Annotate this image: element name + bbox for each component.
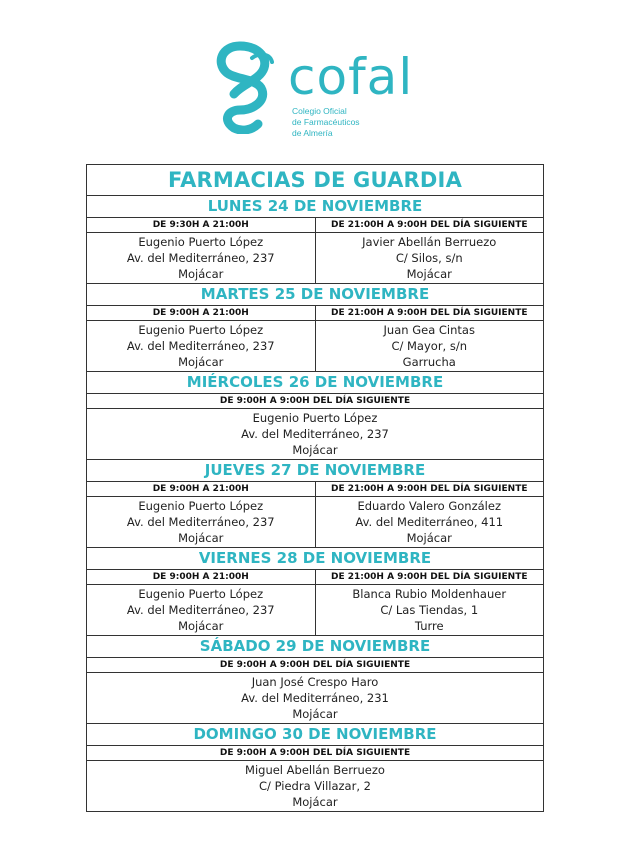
pharmacy-cell bbox=[87, 321, 315, 371]
pharmacy-address: Av. del Mediterráneo, 237 bbox=[241, 427, 389, 441]
pharmacy-row bbox=[87, 673, 543, 724]
pharmacy-name: Eduardo Valero González bbox=[357, 499, 501, 513]
pharmacy-name: Juan Gea Cintas bbox=[383, 323, 475, 337]
shift-header-row bbox=[87, 218, 543, 233]
pharmacy-cell bbox=[87, 673, 543, 723]
pharmacy-town: Mojácar bbox=[292, 707, 338, 721]
pharmacy-address: Av. del Mediterráneo, 231 bbox=[241, 691, 389, 705]
shift-label: DE 9:00H A 9:00H DEL DÍA SIGUIENTE bbox=[219, 660, 411, 670]
shift-label: DE 21:00H A 9:00H DEL DÍA SIGUIENTE bbox=[315, 570, 544, 584]
days-list bbox=[87, 196, 543, 811]
shift-header-row bbox=[87, 658, 543, 673]
pharmacy-row bbox=[87, 585, 543, 636]
pharmacy-town: Mojácar bbox=[292, 795, 338, 809]
shift-header-row bbox=[87, 746, 543, 761]
pharmacy-town: Garrucha bbox=[402, 355, 456, 369]
logo-subtitle-line3: de Almería bbox=[292, 128, 333, 138]
day-heading: JUEVES 27 DE NOVIEMBRE bbox=[87, 460, 543, 482]
shift-label: DE 9:00H A 21:00H bbox=[152, 572, 249, 582]
shift-header-row bbox=[87, 306, 543, 321]
day-heading: LUNES 24 DE NOVIEMBRE bbox=[87, 196, 543, 218]
shift-label: DE 9:00H A 21:00H bbox=[152, 308, 249, 318]
shift-label: DE 9:00H A 21:00H bbox=[152, 484, 249, 494]
pharmacy-address: Av. del Mediterráneo, 411 bbox=[355, 515, 504, 529]
pharmacy-address: Av. del Mediterráneo, 237 bbox=[126, 515, 275, 529]
pharmacy-address: C/ Mayor, s/n bbox=[391, 339, 468, 353]
shift-header-row bbox=[87, 482, 543, 497]
shift-label: DE 21:00H A 9:00H DEL DÍA SIGUIENTE bbox=[315, 482, 544, 496]
day-heading: MIÉRCOLES 26 DE NOVIEMBRE bbox=[87, 372, 543, 394]
pharmacy-cell bbox=[87, 761, 543, 811]
pharmacy-cell bbox=[87, 409, 543, 459]
shift-label: DE 9:30H A 21:00H bbox=[152, 220, 249, 230]
logo-subtitle-line2: de Farmacéuticos bbox=[292, 117, 360, 127]
pharmacy-cell bbox=[87, 233, 315, 283]
pharmacy-cell bbox=[87, 585, 315, 635]
caduceus-snake-icon bbox=[212, 38, 286, 134]
logo-subtitle-line1: Colegio Oficial bbox=[292, 106, 347, 116]
page-title: FARMACIAS DE GUARDIA bbox=[87, 165, 543, 196]
shift-label: DE 21:00H A 9:00H DEL DÍA SIGUIENTE bbox=[315, 306, 544, 320]
day-section bbox=[87, 636, 543, 724]
pharmacy-town: Mojácar bbox=[178, 267, 224, 281]
pharmacy-name: Eugenio Puerto López bbox=[138, 499, 264, 513]
shift-header-row bbox=[87, 394, 543, 409]
pharmacy-cell bbox=[315, 497, 544, 547]
pharmacy-name: Javier Abellán Berruezo bbox=[362, 235, 497, 249]
day-section bbox=[87, 548, 543, 636]
pharmacy-address: Av. del Mediterráneo, 237 bbox=[126, 339, 275, 353]
pharmacy-name: Eugenio Puerto López bbox=[252, 411, 378, 425]
shift-label: DE 21:00H A 9:00H DEL DÍA SIGUIENTE bbox=[315, 218, 544, 232]
pharmacy-cell bbox=[87, 497, 315, 547]
brand-name: cofal bbox=[288, 48, 414, 106]
pharmacy-address: Av. del Mediterráneo, 237 bbox=[126, 603, 275, 617]
day-section bbox=[87, 724, 543, 811]
day-heading: DOMINGO 30 DE NOVIEMBRE bbox=[87, 724, 543, 746]
pharmacy-town: Mojácar bbox=[406, 531, 452, 545]
pharmacy-name: Eugenio Puerto López bbox=[138, 323, 264, 337]
pharmacy-name: Eugenio Puerto López bbox=[138, 235, 264, 249]
day-heading: VIERNES 28 DE NOVIEMBRE bbox=[87, 548, 543, 570]
pharmacy-row bbox=[87, 321, 543, 372]
pharmacy-town: Mojácar bbox=[406, 267, 452, 281]
pharmacy-town: Mojácar bbox=[292, 443, 338, 457]
pharmacy-town: Mojácar bbox=[178, 531, 224, 545]
pharmacy-cell bbox=[315, 233, 544, 283]
pharmacy-town: Turre bbox=[414, 619, 444, 633]
guard-pharmacies-table bbox=[86, 164, 544, 812]
pharmacy-name: Miguel Abellán Berruezo bbox=[245, 763, 385, 777]
pharmacy-town: Mojácar bbox=[178, 355, 224, 369]
shift-label: DE 9:00H A 9:00H DEL DÍA SIGUIENTE bbox=[219, 396, 411, 406]
pharmacy-row bbox=[87, 409, 543, 460]
pharmacy-address: C/ Piedra Villazar, 2 bbox=[259, 779, 371, 793]
day-heading: SÁBADO 29 DE NOVIEMBRE bbox=[87, 636, 543, 658]
day-section bbox=[87, 372, 543, 460]
pharmacy-cell bbox=[315, 321, 544, 371]
pharmacy-address: C/ Las Tiendas, 1 bbox=[380, 603, 479, 617]
pharmacy-row bbox=[87, 233, 543, 284]
pharmacy-name: Eugenio Puerto López bbox=[138, 587, 264, 601]
day-heading: MARTES 25 DE NOVIEMBRE bbox=[87, 284, 543, 306]
day-section bbox=[87, 196, 543, 284]
pharmacy-name: Blanca Rubio Moldenhauer bbox=[352, 587, 507, 601]
pharmacy-cell bbox=[315, 585, 544, 635]
day-section bbox=[87, 284, 543, 372]
shift-header-row bbox=[87, 570, 543, 585]
pharmacy-address: Av. del Mediterráneo, 237 bbox=[126, 251, 275, 265]
pharmacy-address: C/ Silos, s/n bbox=[395, 251, 463, 265]
day-section bbox=[87, 460, 543, 548]
pharmacy-row bbox=[87, 497, 543, 548]
pharmacy-row bbox=[87, 761, 543, 811]
pharmacy-town: Mojácar bbox=[178, 619, 224, 633]
shift-label: DE 9:00H A 9:00H DEL DÍA SIGUIENTE bbox=[219, 748, 411, 758]
pharmacy-name: Juan José Crespo Haro bbox=[251, 675, 379, 689]
cofal-logo bbox=[212, 38, 432, 138]
